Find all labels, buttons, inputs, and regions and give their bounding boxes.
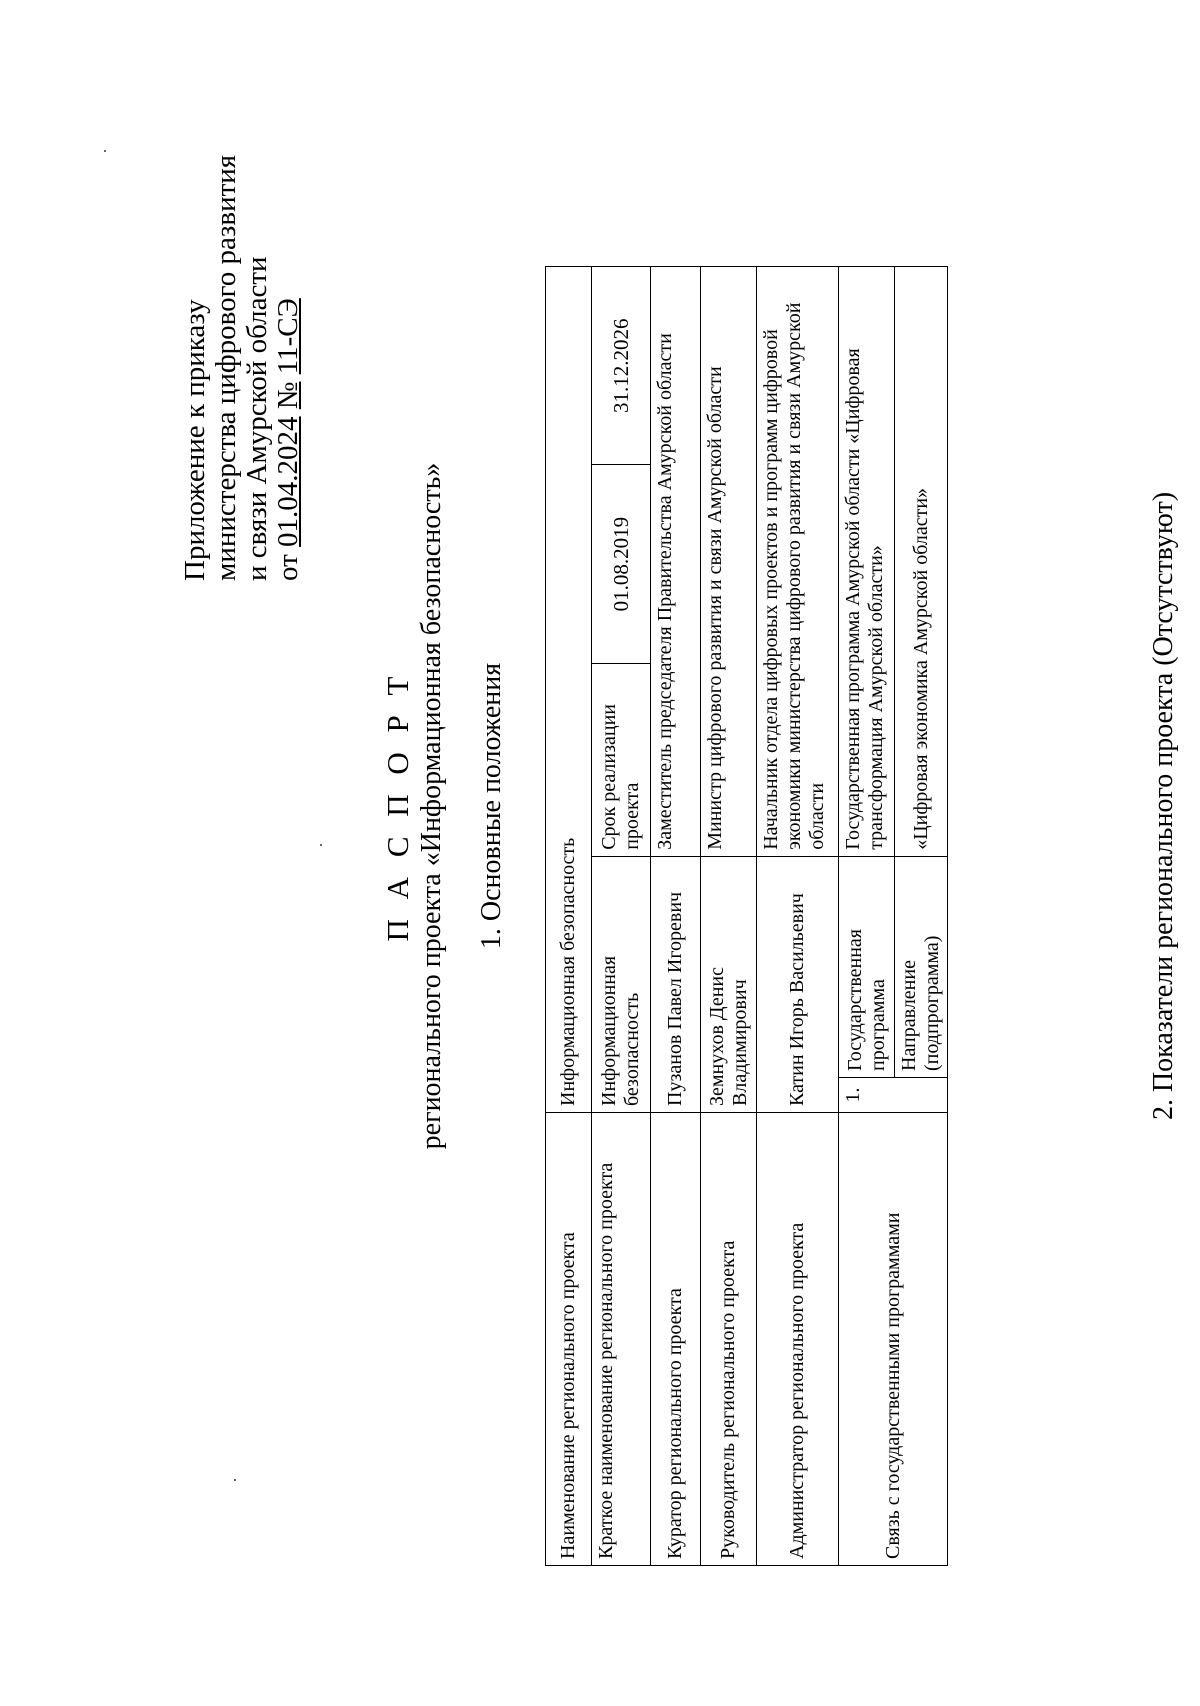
row-label: Куратор регионального проекта xyxy=(651,1113,701,1566)
section-2-heading: 2. Показатели регионального проекта (Отсутствуют) xyxy=(1148,491,1179,1121)
approval-block xyxy=(180,155,304,581)
row-value: Земнухов Денис Владимирович xyxy=(701,856,757,1112)
row-label: Администратор регионального проекта xyxy=(757,1113,839,1566)
title-sub: регионального проекта «Информационная безопасность» xyxy=(416,462,447,1150)
start-date: 01.08.2019 xyxy=(592,465,650,663)
row-value: Пузанов Павел Игоревич xyxy=(651,856,701,1112)
program-value: Государственная программа Амурской области «Цифровая трансформация Амурской области» xyxy=(839,267,895,857)
end-date: 31.12.2026 xyxy=(608,318,633,413)
row-label: Связь с государственными программами xyxy=(839,1113,948,1566)
row-value: Информационная безопасность xyxy=(592,856,651,1112)
row-label: Краткое наименование регионального проекта xyxy=(592,1113,651,1566)
row-value: Информационная безопасность xyxy=(546,267,592,1113)
table-row xyxy=(592,267,651,1566)
approval-prefix: от xyxy=(272,546,304,581)
row-value: Катин Игорь Васильевич xyxy=(757,856,839,1112)
row-role: Заместитель председателя Правительства Амурской области xyxy=(651,267,701,857)
approval-line-1: Приложение к приказу xyxy=(179,299,211,581)
approval-line-3: и связи Амурской области xyxy=(241,256,273,581)
scan-speck xyxy=(320,844,322,846)
table-row xyxy=(546,267,592,1566)
document-title xyxy=(380,286,448,1326)
table-row xyxy=(701,267,757,1566)
section-1-heading: 1. Основные положения xyxy=(476,662,507,950)
approval-number: 11-СЭ xyxy=(272,298,304,375)
row-label: Наименование регионального проекта xyxy=(546,1113,592,1566)
program-label: Государственная программа xyxy=(839,856,895,1077)
table-row xyxy=(651,267,701,1566)
approval-date: 01.04.2024 xyxy=(272,416,304,547)
passport-table xyxy=(545,266,948,1566)
approval-number-sign: № xyxy=(272,381,304,410)
approval-line-4 xyxy=(273,155,304,581)
row-label: Руководитель регионального проекта xyxy=(701,1113,757,1566)
row-role: Министр цифрового развития и связи Амурской области xyxy=(701,267,757,857)
row-role: Начальник отдела цифровых проектов и программ цифровой экономики министерства цифрового развития и связи Амурской области xyxy=(757,267,839,857)
term-label: Срок реализации проекта xyxy=(592,663,651,856)
scan-speck xyxy=(234,1479,236,1481)
direction-label: Направление (подпрограмма) xyxy=(895,856,948,1077)
approval-line-2: министерства цифрового развития xyxy=(210,154,242,581)
direction-value: «Цифровая экономика Амурской области» xyxy=(895,267,948,857)
scan-speck xyxy=(104,150,106,152)
program-number: 1. xyxy=(839,1078,948,1113)
table-row xyxy=(839,267,895,1566)
title-main: П А С П О Р Т xyxy=(380,670,415,942)
term-dates xyxy=(592,267,651,664)
table-row xyxy=(757,267,839,1566)
